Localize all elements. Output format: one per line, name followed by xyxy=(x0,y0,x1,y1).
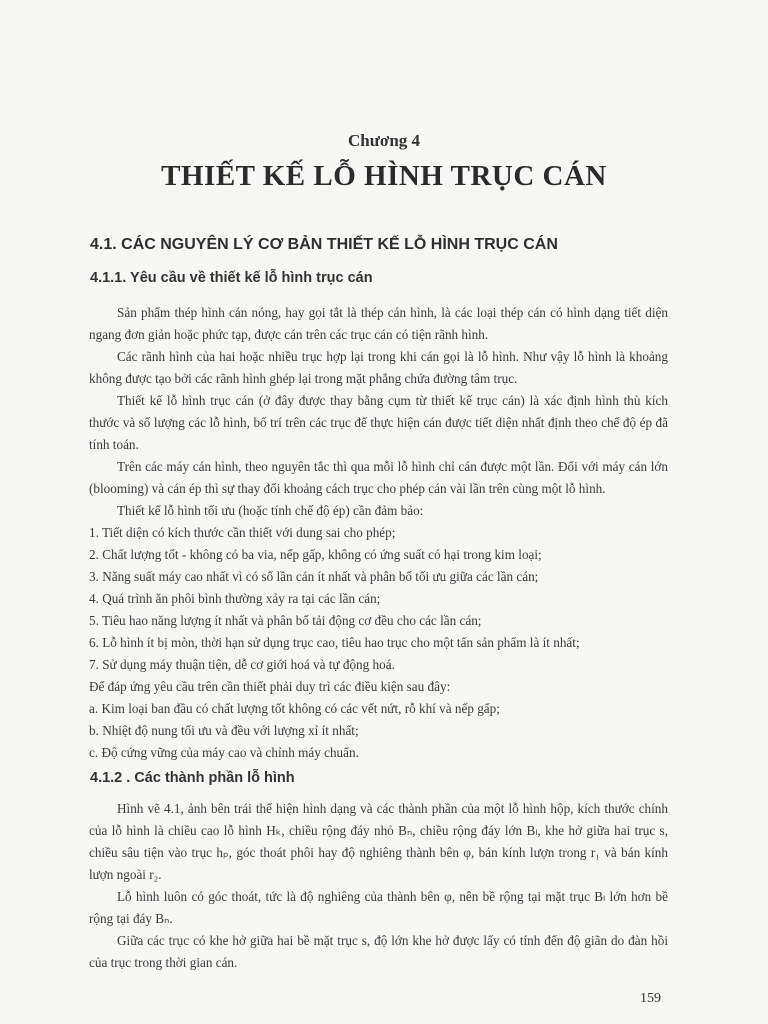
requirement-item: 5. Tiêu hao năng lượng ít nhất và phân bố tải động cơ đều cho các lần cán; xyxy=(89,613,482,628)
paragraph: Hình vẽ 4.1, ảnh bên trái thể hiện hình dạng và các thành phần của một lỗ hình hộp, kích thước chính của lỗ hình là chiều cao lỗ hình Hₖ, chiều rộng đáy nhỏ Bₙ, chiều rộng đáy lớn Bₗ, khe hở giữa hai trục s, chiều sâu tiện vào trục hₚ, góc thoát phôi hay độ nghiêng thành bên φ, bán kính lượn trong r₁ và bán kính lượn ngoài r₂. xyxy=(89,801,668,882)
page-number: 159 xyxy=(640,991,661,1006)
condition-item: b. Nhiệt độ nung tối ưu và đều với lượng xỉ ít nhất; xyxy=(89,723,359,738)
paragraph: Sản phẩm thép hình cán nóng, hay gọi tắt là thép cán hình, là các loại thép cán có hình dạng tiết diện ngang đơn giản hoặc phức tạp, được cán trên các trục cán có tiện rãnh hình. xyxy=(89,305,668,342)
paragraph: Trên các máy cán hình, theo nguyên tắc thì qua mỗi lỗ hình chỉ cán được một lần. Đối với máy cán lớn (blooming) và cán ép thì sự thay đổi khoảng cách trục cho phép cán vài lần trên cùng một lỗ hình. xyxy=(89,459,668,496)
paragraph: Thiết kế lỗ hình tối ưu (hoặc tính chế độ ép) cần đảm bảo: xyxy=(117,503,424,518)
subsection-body-4-1-1 xyxy=(89,302,668,764)
chapter-title: THIẾT KẾ LỖ HÌNH TRỤC CÁN xyxy=(161,160,607,192)
conditions-intro: Để đáp ứng yêu cầu trên cần thiết phải duy trì các điều kiện sau đây: xyxy=(89,679,451,694)
subsection-body-4-1-2 xyxy=(89,798,668,974)
paragraph: Lỗ hình luôn có góc thoát, tức là độ nghiêng của thành bên φ, nên bề rộng tại mặt trục Bₗ lớn hơn bề rộng tại đáy Bₙ. xyxy=(89,889,668,926)
condition-item: a. Kim loại ban đầu có chất lượng tốt không có các vết nứt, rỗ khí và nếp gấp; xyxy=(89,701,500,716)
paragraph: Thiết kế lỗ hình trục cán (ở đây được thay bằng cụm từ thiết kế trục cán) là xác định hình thù kích thước và số lượng các lỗ hình, bố trí trên các trục để thực hiện cán được tiết diện nhất định theo chế độ ép đã tính toán. xyxy=(89,393,668,452)
requirement-item: 7. Sử dụng máy thuận tiện, dễ cơ giới hoá và tự động hoá. xyxy=(89,657,395,672)
paragraph: Giữa các trục có khe hở giữa hai bề mặt trục s, độ lớn khe hở được lấy có tính đến độ giãn do đàn hồi của trục trong thời gian cán. xyxy=(89,933,668,970)
paragraph: Các rãnh hình của hai hoặc nhiều trục hợp lại trong khi cán gọi là lỗ hình. Như vậy lỗ hình là khoảng không được tạo bởi các rãnh hình ghép lại trong mặt phẳng chứa đường tâm trục. xyxy=(89,349,668,386)
subsection-heading-4-1-1: 4.1.1. Yêu cầu về thiết kế lỗ hình trục cán xyxy=(90,270,373,286)
requirement-item: 2. Chất lượng tốt - không có ba via, nếp gấp, không có ứng suất có hại trong kim loại; xyxy=(89,547,542,562)
subsection-heading-4-1-2: 4.1.2 . Các thành phần lỗ hình xyxy=(90,770,295,786)
requirement-item: 4. Quá trình ăn phôi bình thường xảy ra tại các lần cán; xyxy=(89,591,381,606)
requirement-item: 6. Lỗ hình ít bị mòn, thời hạn sử dụng trục cao, tiêu hao trục cho một tấn sản phẩm là ít nhất; xyxy=(89,635,580,650)
condition-item: c. Độ cứng vững của máy cao và chỉnh máy chuẩn. xyxy=(89,745,359,760)
requirement-item: 3. Năng suất máy cao nhất vì có số lần cán ít nhất và phân bố tối ưu giữa các lần cán; xyxy=(89,569,539,584)
requirement-item: 1. Tiết diện có kích thước cần thiết với dung sai cho phép; xyxy=(89,525,396,540)
section-heading: 4.1. CÁC NGUYÊN LÝ CƠ BẢN THIẾT KẾ LỖ HÌNH TRỤC CÁN xyxy=(90,236,558,253)
chapter-label: Chương 4 xyxy=(347,131,421,150)
